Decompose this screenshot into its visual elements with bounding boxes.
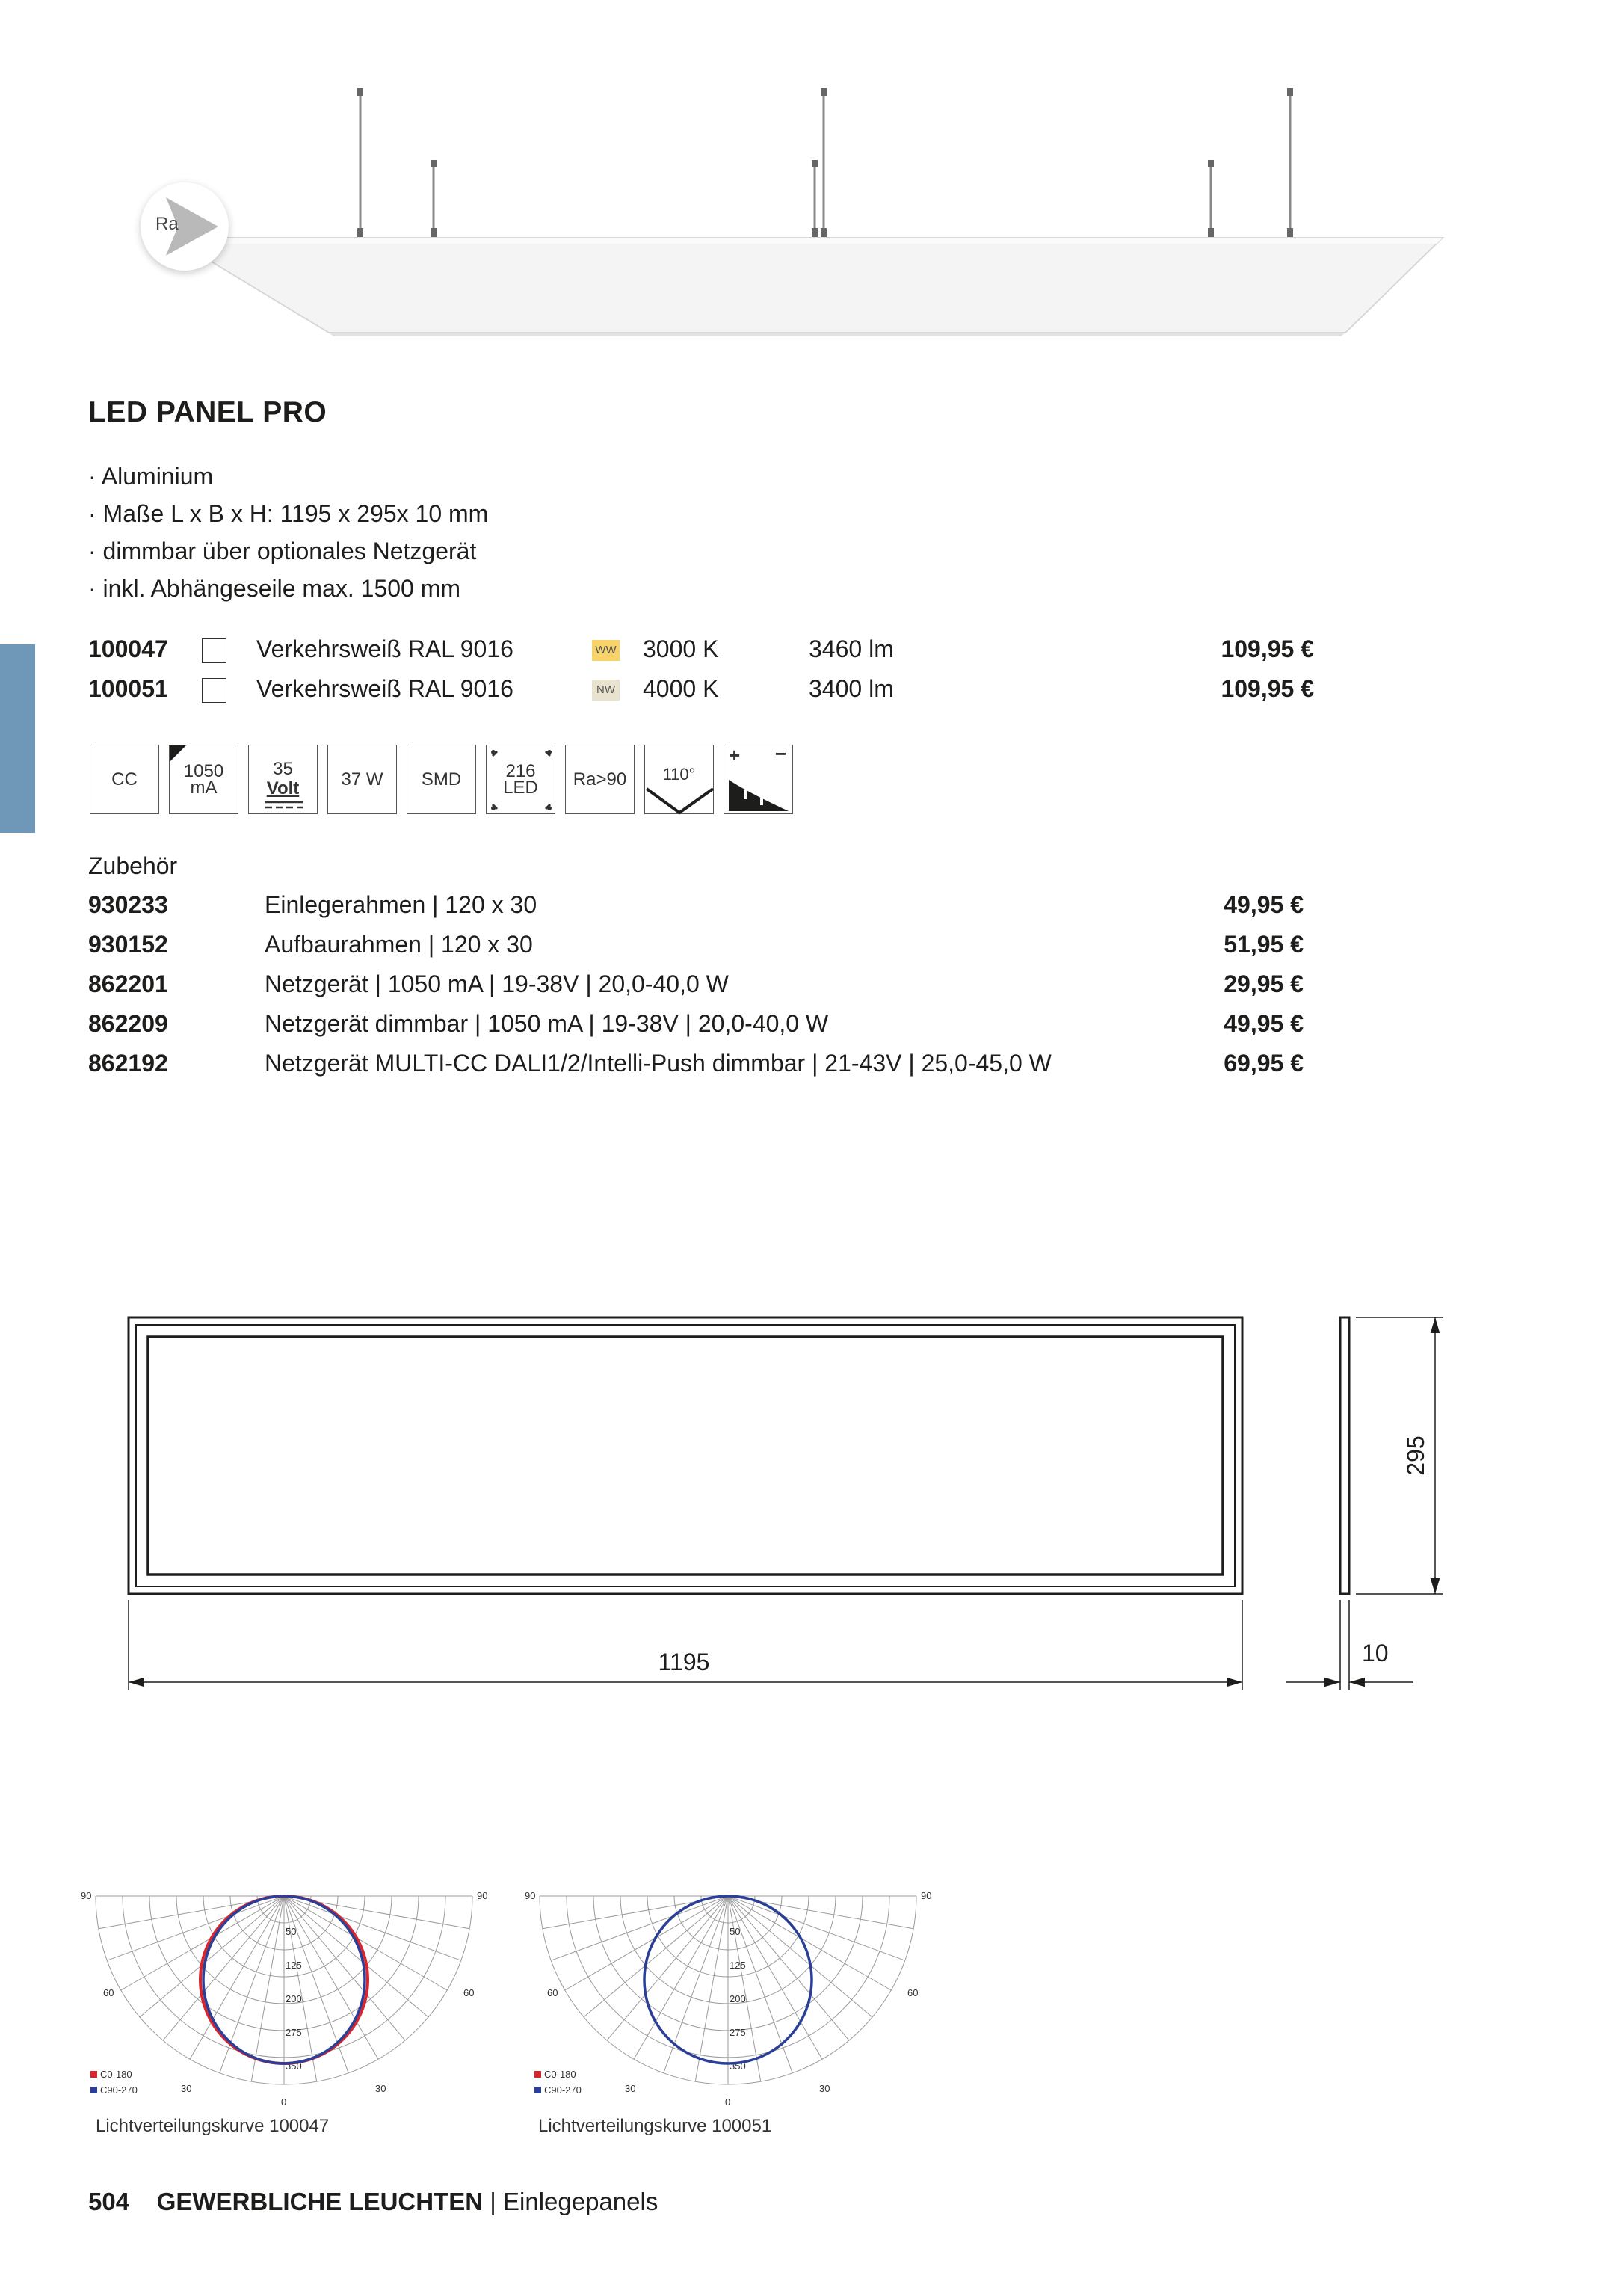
angle-label: 30 — [375, 2083, 386, 2094]
feature-item: · Maße L x B x H: 1195 x 295x 10 mm — [88, 495, 488, 532]
price: 49,95 € — [1224, 1010, 1304, 1037]
angle-label: 0 — [281, 2096, 287, 2108]
accessory-row — [88, 1010, 1304, 1043]
accessory-row — [88, 970, 1304, 1003]
angle-label: 90 — [477, 1890, 488, 1901]
radial-label: 350 — [730, 2060, 746, 2072]
color-temp: 4000 K — [643, 675, 719, 702]
order-checkbox[interactable] — [202, 678, 226, 703]
product-image — [112, 75, 1458, 344]
page-footer — [88, 2188, 658, 2216]
angle-label: 30 — [819, 2083, 830, 2094]
dimmable-icon: + − — [724, 745, 793, 814]
radial-label: 50 — [730, 1926, 741, 1937]
article-number: 100051 — [88, 675, 168, 702]
accessory-desc: Netzgerät dimmbar | 1050 mA | 19-38V | 20,0-40,0 W — [265, 1010, 829, 1037]
accessories-heading: Zubehör — [88, 852, 178, 879]
angle-label: 60 — [907, 1987, 919, 1998]
page-number: 504 — [88, 2188, 130, 2215]
polar-caption: Lichtverteilungskurve 100047 — [96, 2116, 330, 2136]
radial-label: 125 — [730, 1960, 746, 1971]
polar-grid — [540, 1896, 919, 2084]
section-tab — [0, 644, 35, 833]
cc-icon: CC — [90, 745, 159, 814]
polar-chart-100047 — [81, 1883, 507, 2108]
color-temp-badge: NW — [592, 680, 620, 701]
technical-drawing — [112, 1301, 1458, 1705]
feature-item: · Aluminium — [88, 458, 488, 495]
polar-chart-100051 — [525, 1883, 951, 2108]
feature-item: · dimmbar über optionales Netzgerät — [88, 532, 488, 570]
accessory-desc: Netzgerät MULTI-CC DALI1/2/Intelli-Push dimmbar | 21-43V | 25,0-45,0 W — [265, 1050, 1052, 1077]
power-icon: 37 W — [327, 745, 397, 814]
price: 29,95 € — [1224, 970, 1304, 997]
radial-label: 50 — [286, 1926, 297, 1937]
footer-sep: | — [483, 2188, 504, 2215]
polar-grid — [96, 1896, 475, 2084]
accessory-row — [88, 931, 1304, 964]
color-temp-badge: WW — [592, 640, 620, 661]
lumen-value: 3400 lm — [809, 675, 894, 702]
dim-width: 295 — [1402, 1435, 1429, 1476]
article-number: 862209 — [88, 1010, 168, 1037]
legend-label-c90: C90-270 — [100, 2084, 138, 2096]
price: 69,95 € — [1224, 1050, 1304, 1077]
ra-badge — [141, 182, 229, 271]
lumen-value: 3460 lm — [809, 635, 894, 662]
accessory-desc: Netzgerät | 1050 mA | 19-38V | 20,0-40,0 W — [265, 970, 729, 997]
variant-row — [88, 675, 1314, 708]
variant-color: Verkehrsweiß RAL 9016 — [256, 675, 513, 702]
article-number: 862192 — [88, 1050, 168, 1077]
product-title: LED PANEL PRO — [88, 396, 327, 428]
accessory-row — [88, 891, 1304, 924]
accessory-row — [88, 1050, 1304, 1083]
angle-label: 90 — [921, 1890, 932, 1901]
radial-label: 275 — [286, 2027, 302, 2038]
feature-list — [88, 458, 488, 607]
current-icon: 1050 mA — [169, 745, 238, 814]
volt-icon: 35 Volt — [248, 745, 318, 814]
variant-row — [88, 635, 1314, 668]
legend-label-c0: C0-180 — [100, 2069, 132, 2080]
radial-label: 350 — [286, 2060, 302, 2072]
price: 109,95 € — [1221, 635, 1314, 662]
ra-label: Ra — [155, 214, 179, 234]
radial-label: 200 — [286, 1993, 302, 2004]
price: 51,95 € — [1224, 931, 1304, 958]
angle-label: 30 — [181, 2083, 192, 2094]
angle-label: 60 — [547, 1987, 558, 1998]
radial-label: 275 — [730, 2027, 746, 2038]
article-number: 930152 — [88, 931, 168, 958]
angle-label: 0 — [725, 2096, 731, 2108]
legend-label-c90: C90-270 — [544, 2084, 582, 2096]
color-temp: 3000 K — [643, 635, 719, 662]
suspension-wires — [360, 91, 1290, 233]
accessory-desc: Einlegerahmen | 120 x 30 — [265, 891, 537, 918]
legend-swatch-c90 — [90, 2087, 97, 2093]
article-number: 862201 — [88, 970, 168, 997]
ra-90-icon: Ra>90 — [565, 745, 635, 814]
legend-swatch-c0 — [534, 2071, 541, 2078]
article-number: 100047 — [88, 635, 168, 662]
feature-item: · inkl. Abhängeseile max. 1500 mm — [88, 570, 488, 607]
led-count-icon: 216 LED — [486, 745, 555, 814]
variant-color: Verkehrsweiß RAL 9016 — [256, 635, 513, 662]
angle-label: 60 — [103, 1987, 114, 1998]
radial-label: 125 — [286, 1960, 302, 1971]
legend-label-c0: C0-180 — [544, 2069, 576, 2080]
legend-swatch-c90 — [534, 2087, 541, 2093]
price: 49,95 € — [1224, 891, 1304, 918]
beam-angle-icon: 110° — [644, 745, 714, 814]
accessory-desc: Aufbaurahmen | 120 x 30 — [265, 931, 533, 958]
order-checkbox[interactable] — [202, 638, 226, 663]
angle-label: 30 — [625, 2083, 636, 2094]
dim-height: 10 — [1362, 1640, 1389, 1666]
radial-label: 200 — [730, 1993, 746, 2004]
angle-label: 60 — [463, 1987, 475, 1998]
legend-swatch-c0 — [90, 2071, 97, 2078]
polar-caption: Lichtverteilungskurve 100051 — [538, 2116, 772, 2136]
dim-length: 1195 — [658, 1649, 710, 1675]
price: 109,95 € — [1221, 675, 1314, 702]
angle-label: 90 — [525, 1890, 536, 1901]
angle-label: 90 — [81, 1890, 92, 1901]
footer-subsection: Einlegepanels — [503, 2188, 658, 2215]
article-number: 930233 — [88, 891, 168, 918]
footer-section: GEWERBLICHE LEUCHTEN — [156, 2188, 484, 2215]
smd-icon: SMD — [407, 745, 476, 814]
